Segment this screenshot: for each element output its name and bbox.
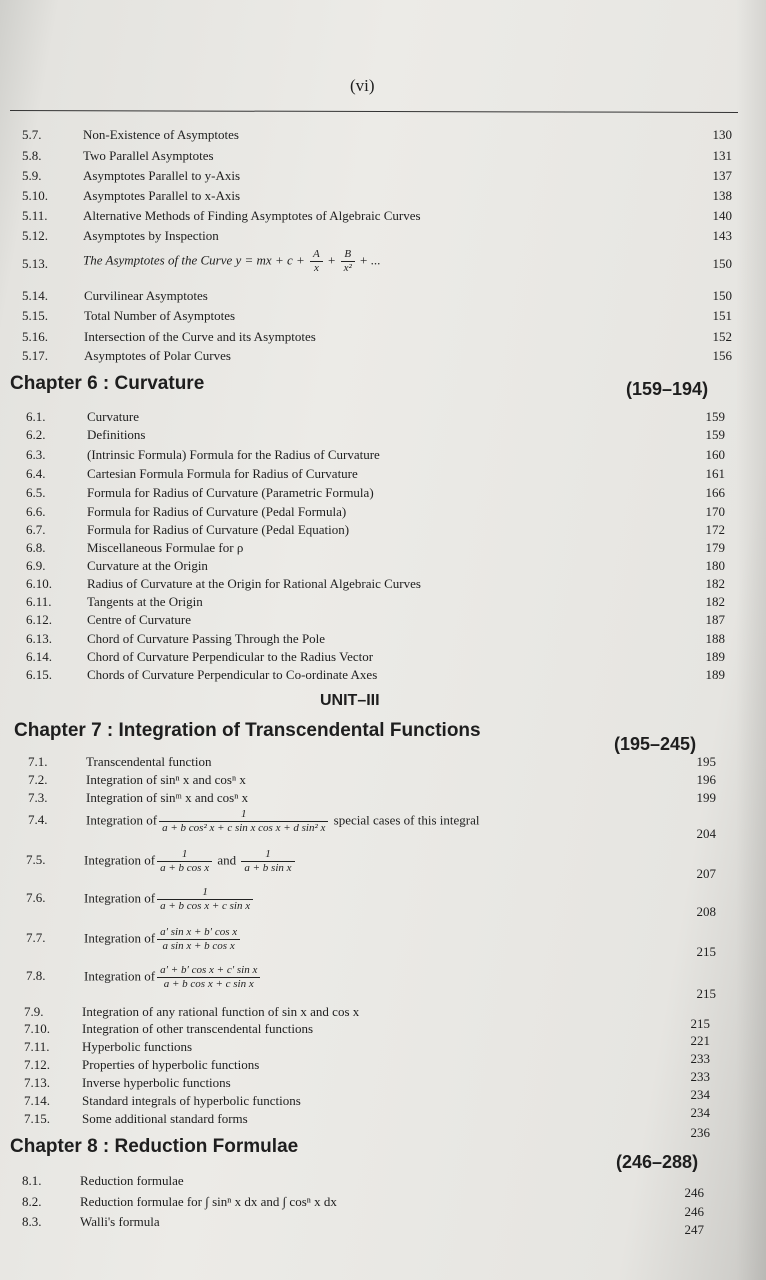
toc-page: 166 xyxy=(705,485,725,500)
toc-num: 5.8. xyxy=(22,148,42,163)
toc-title: Formula for Radius of Curvature (Parametric Formula) xyxy=(87,485,374,500)
toc-frac-d: a + b cos x + c sin x xyxy=(163,978,254,990)
toc-num: 6.6. xyxy=(26,504,46,519)
toc-entry[interactable] xyxy=(0,288,766,310)
toc-entry[interactable] xyxy=(0,308,766,330)
toc-num: 7.9. xyxy=(24,1004,44,1019)
toc-num: 6.11. xyxy=(26,594,52,609)
toc-title: Tangents at the Origin xyxy=(87,594,203,609)
toc-frac-n: a′ sin x + b′ cos x xyxy=(157,926,240,940)
toc-title: Asymptotes Parallel to y-Axis xyxy=(83,168,241,183)
toc-title: Radius of Curvature at the Origin for Rational Algebraic Curves xyxy=(87,576,421,591)
toc-num: 6.7. xyxy=(26,522,46,537)
toc-num: 6.14. xyxy=(26,649,52,664)
toc-title xyxy=(84,848,297,875)
toc-title: Alternative Methods of Finding Asymptotes of Algebraic Curves xyxy=(83,208,421,223)
unit-heading: UNIT–III xyxy=(320,692,380,709)
toc-num: 7.11. xyxy=(24,1039,50,1054)
toc-entry[interactable] xyxy=(0,1173,766,1200)
toc-num: 7.3. xyxy=(28,790,48,805)
toc-num: 7.15. xyxy=(24,1111,50,1126)
toc-num: 6.12. xyxy=(26,612,52,627)
toc-title: Integration of any rational function of sin x and cos x xyxy=(82,1004,360,1019)
toc-page: 159 xyxy=(705,427,725,442)
toc-frac-n: 1 xyxy=(157,886,253,900)
toc-page: 196 xyxy=(696,772,716,787)
toc-title: Asymptotes Parallel to x-Axis xyxy=(83,188,241,203)
toc-entry[interactable] xyxy=(0,848,766,882)
toc-num: 7.5. xyxy=(26,852,46,867)
chapter-page-range: (159–194) xyxy=(626,379,709,399)
toc-entry[interactable] xyxy=(0,228,766,250)
toc-frac1-n: 1 xyxy=(157,848,212,862)
toc-title: Transcendental function xyxy=(86,754,212,769)
toc-page: 187 xyxy=(705,612,725,627)
toc-num: 7.2. xyxy=(28,772,48,787)
toc-page: 215 xyxy=(696,944,716,959)
toc-frac2-d: a + b sin x xyxy=(244,862,292,874)
toc-page: 160 xyxy=(705,447,725,462)
toc-num: 5.15. xyxy=(22,308,48,323)
page-edge-shadow xyxy=(736,0,766,1280)
toc-page: 246 xyxy=(684,1204,704,1219)
toc-page: 199 xyxy=(696,790,716,805)
toc-page: 143 xyxy=(712,228,732,243)
toc-page: 161 xyxy=(705,466,725,481)
toc-num: 7.8. xyxy=(26,968,46,983)
toc-page: 234 xyxy=(690,1105,710,1120)
toc-page: 130 xyxy=(712,127,732,142)
toc-title: Formula for Radius of Curvature (Pedal Formula) xyxy=(87,504,347,519)
toc-page: 151 xyxy=(712,308,732,323)
toc-title xyxy=(84,964,262,991)
toc-title: Total Number of Asymptotes xyxy=(84,308,236,323)
toc-entry[interactable] xyxy=(0,427,766,449)
toc-num: 6.9. xyxy=(26,558,46,573)
toc-num: 5.10. xyxy=(22,188,48,203)
toc-page: 195 xyxy=(696,754,716,769)
toc-page: 207 xyxy=(696,866,716,881)
toc-num: 7.12. xyxy=(24,1057,50,1072)
toc-num: 5.17. xyxy=(22,348,48,363)
toc-num: 5.7. xyxy=(22,127,42,142)
fraction xyxy=(157,886,253,913)
toc-entry[interactable] xyxy=(0,808,766,844)
toc-page: 246 xyxy=(684,1185,704,1200)
toc-title: (Intrinsic Formula) Formula for the Radius of Curvature xyxy=(87,447,380,462)
toc-page: 233 xyxy=(690,1069,710,1084)
toc-num: 6.15. xyxy=(26,667,52,682)
toc-page: 236 xyxy=(690,1125,710,1140)
toc-page: 182 xyxy=(705,594,725,609)
toc-num: 7.6. xyxy=(26,890,46,905)
toc-frac-d: a + b cos x + c sin x xyxy=(160,900,251,912)
toc-page: 234 xyxy=(690,1087,710,1102)
toc-num: 6.8. xyxy=(26,540,46,555)
toc-frac2-d: x² xyxy=(343,262,352,274)
toc-page: 182 xyxy=(705,576,725,591)
toc-entry[interactable] xyxy=(0,348,766,370)
toc-num: 5.11. xyxy=(22,208,48,223)
toc-page: 131 xyxy=(712,148,732,163)
toc-frac-n: 1 xyxy=(159,808,328,822)
toc-title: Integration of xyxy=(84,890,156,906)
toc-title: Chords of Curvature Perpendicular to Co-ordinate Axes xyxy=(87,667,378,682)
chapter-heading: Chapter 7 : Integration of Transcendental Functions xyxy=(14,720,481,741)
toc-title: Properties of hyperbolic functions xyxy=(82,1057,260,1072)
toc-num: 7.14. xyxy=(24,1093,50,1108)
toc-title: Intersection of the Curve and its Asymptotes xyxy=(84,329,316,344)
toc-num: 8.1. xyxy=(22,1173,42,1188)
toc-title: Curvilinear Asymptotes xyxy=(84,288,208,303)
toc-title: Miscellaneous Formulae for ρ xyxy=(87,540,244,555)
toc-num: 6.2. xyxy=(26,427,46,442)
toc-num: 7.1. xyxy=(28,754,48,769)
toc-title xyxy=(86,808,480,835)
toc-frac-d: a sin x + b cos x xyxy=(162,940,235,952)
toc-page: 204 xyxy=(696,826,716,841)
toc-num: 6.3. xyxy=(26,447,46,462)
toc-num: 6.1. xyxy=(26,409,46,424)
toc-page: 208 xyxy=(696,904,716,919)
toc-title xyxy=(84,926,242,953)
toc-title: Asymptotes of Polar Curves xyxy=(84,348,231,363)
toc-page: 189 xyxy=(705,667,725,682)
toc-entry[interactable] xyxy=(0,188,766,210)
toc-page: 140 xyxy=(712,208,732,223)
toc-title: Two Parallel Asymptotes xyxy=(83,148,214,163)
toc-tail: special cases of this integral xyxy=(333,812,480,828)
toc-frac1-d: a + b cos x xyxy=(160,862,210,874)
toc-entry[interactable] xyxy=(0,667,766,689)
toc-title: Integration of xyxy=(84,852,156,868)
toc-title: Integration of other transcendental functions xyxy=(82,1021,314,1036)
page-number: (vi) xyxy=(350,76,375,95)
toc-title xyxy=(84,886,255,913)
toc-title: Integration of xyxy=(84,968,156,984)
toc-frac-n: a′ + b′ cos x + c′ sin x xyxy=(157,964,260,978)
toc-title: Some additional standard forms xyxy=(82,1111,248,1126)
toc-page: 137 xyxy=(712,168,732,183)
toc-title: Asymptotes by Inspection xyxy=(83,228,219,243)
toc-frac2-n: B xyxy=(341,248,355,262)
toc-frac1-n: A xyxy=(310,248,323,262)
toc-page: 138 xyxy=(712,188,732,203)
toc-num: 7.7. xyxy=(26,930,46,945)
toc-frac-d: a + b cos² x + c sin x cos x + d sin² x xyxy=(162,822,326,834)
toc-page: 247 xyxy=(684,1222,704,1237)
fraction xyxy=(157,848,212,875)
toc-page: 152 xyxy=(712,329,732,344)
toc-num: 5.16. xyxy=(22,329,48,344)
toc-page: 221 xyxy=(690,1033,710,1048)
toc-page: 180 xyxy=(705,558,725,573)
toc-page: 189 xyxy=(705,649,725,664)
toc-num: 7.4. xyxy=(28,812,48,827)
toc-title: Reduction formulae for ∫ sinⁿ x dx and ∫ cosⁿ x dx xyxy=(80,1194,337,1209)
toc-num: 8.3. xyxy=(22,1214,42,1229)
toc-mid: and xyxy=(217,852,237,868)
chapter-heading: Chapter 8 : Reduction Formulae xyxy=(10,1136,299,1157)
toc-page: 156 xyxy=(712,348,732,363)
toc-title: Standard integrals of hyperbolic functions xyxy=(82,1093,301,1108)
toc-title: Non-Existence of Asymptotes xyxy=(83,127,239,142)
toc-entry[interactable] xyxy=(0,127,766,149)
toc-title: Walli's formula xyxy=(80,1214,160,1229)
fraction xyxy=(310,248,323,275)
toc-entry[interactable] xyxy=(0,148,766,170)
toc-entry[interactable] xyxy=(0,1111,766,1140)
toc-title: Centre of Curvature xyxy=(87,612,191,627)
toc-num: 5.14. xyxy=(22,288,48,303)
fraction xyxy=(341,248,355,275)
toc-plus: + xyxy=(328,252,336,268)
toc-num: 6.13. xyxy=(26,631,52,646)
toc-title: Curvature at the Origin xyxy=(87,558,208,573)
fraction xyxy=(159,808,328,835)
fraction xyxy=(157,964,260,991)
toc-title: Integration of xyxy=(84,930,156,946)
toc-page: 170 xyxy=(705,504,725,519)
toc-num: 8.2. xyxy=(22,1194,42,1209)
toc-entry[interactable] xyxy=(0,926,766,962)
toc-page: 150 xyxy=(712,256,732,271)
toc-num: 5.9. xyxy=(22,168,42,183)
header-rule xyxy=(10,110,738,113)
toc-title: Integration of sinᵐ x and cosⁿ x xyxy=(86,790,249,805)
toc-title: Reduction formulae xyxy=(80,1173,184,1188)
toc-page: 215 xyxy=(696,986,716,1001)
toc-title: Hyperbolic functions xyxy=(82,1039,193,1054)
toc-title: Definitions xyxy=(87,427,146,442)
toc-title: Integration of sinⁿ x and cosⁿ x xyxy=(86,772,246,787)
toc-entry[interactable] xyxy=(0,886,766,922)
fraction xyxy=(241,848,294,875)
fraction xyxy=(157,926,240,953)
toc-title: Integration of xyxy=(86,812,158,828)
toc-entry[interactable] xyxy=(0,248,766,284)
toc-entry[interactable] xyxy=(0,1214,766,1236)
toc-page: 150 xyxy=(712,288,732,303)
toc-num: 5.13. xyxy=(22,256,48,271)
toc-num: 5.12. xyxy=(22,228,48,243)
toc-num: 7.13. xyxy=(24,1075,50,1090)
chapter-page-range: (246–288) xyxy=(616,1152,699,1172)
toc-title: Curvature xyxy=(87,409,139,424)
toc-num: 6.5. xyxy=(26,485,46,500)
toc-num: 7.10. xyxy=(24,1021,50,1036)
toc-entry[interactable] xyxy=(0,208,766,230)
chapter-page-range: (195–245) xyxy=(614,734,697,754)
toc-title: Cartesian Formula Formula for Radius of Curvature xyxy=(87,466,358,481)
toc-page: 233 xyxy=(690,1051,710,1066)
toc-title xyxy=(83,248,380,275)
toc-page: 172 xyxy=(705,522,725,537)
toc-num: 6.4. xyxy=(26,466,46,481)
toc-page: 159 xyxy=(705,409,725,424)
toc-entry[interactable] xyxy=(0,1194,766,1219)
toc-title: Chord of Curvature Perpendicular to the Radius Vector xyxy=(87,649,374,664)
toc-page: 179 xyxy=(705,540,725,555)
toc-title: The Asymptotes of the Curve y = mx + c + xyxy=(83,252,305,268)
toc-frac1-d: x xyxy=(313,262,319,274)
toc-entry[interactable] xyxy=(0,168,766,190)
toc-title: Inverse hyperbolic functions xyxy=(82,1075,231,1090)
toc-page: 215 xyxy=(690,1016,710,1031)
toc-num: 6.10. xyxy=(26,576,52,591)
toc-title: Formula for Radius of Curvature (Pedal Equation) xyxy=(87,522,350,537)
toc-entry[interactable] xyxy=(0,964,766,1000)
toc-tail: + ... xyxy=(360,252,381,268)
toc-title: Chord of Curvature Passing Through the Pole xyxy=(87,631,326,646)
toc-page: 188 xyxy=(705,631,725,646)
toc-frac2-n: 1 xyxy=(241,848,294,862)
chapter-heading: Chapter 6 : Curvature xyxy=(10,373,205,394)
